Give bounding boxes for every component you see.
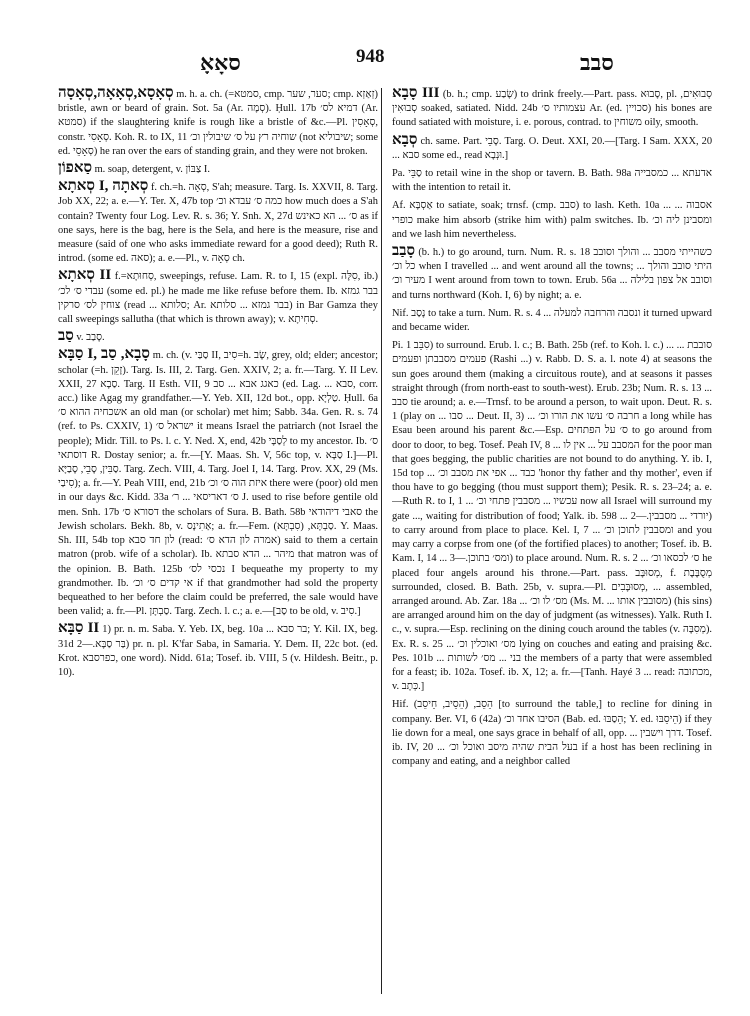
entry-text: (b. h.) to go around, turn. Num. R. s. 18 כשהייתי מסבב ... והולך וסובב כל וכ׳ when I travelled ... and went around all the towns; ... היתי סובב והולך מעיר וכ׳ I went around from town to town. Erub. 56a ... וסובב אל צפון בלילה and turns northward (Koh. I, 6) by night; a. e.: [392, 247, 712, 301]
dictionary-entry: [58, 179, 378, 266]
dictionary-entry: [392, 86, 712, 131]
dictionary-entry: [392, 165, 712, 195]
entry-text: Nif. נָסַב to take a turn. Num. R. s. 4 ... ונסבה והרחבה למעלה it turned upward and became wider.: [392, 307, 712, 334]
entry-text: m. h. a. ch. (=סמטא, cmp. סער, שער; cmp. זְאַזְא) bristle, awn or beard of grain. Sot. 5a (Ar. סְמָה). Ḥull. 17b דמיא לס׳ (Ar. סמטא) if the slaughtering knife is rough like a bristle of &c.—Pl. סְאָסִין, constr. סְאָסִי. Koh. R. to IX, 11 שוחיה רץ על ס׳ שיבולין וכ׳ (not שיבוליא; some ed. סְאָסֵי) he ran over the ears of standing grain, and they were not broken.: [58, 89, 378, 157]
page-header: [60, 46, 700, 78]
right-column: [392, 86, 712, 996]
entry-text: Af. אַסְבָּא to satiate, soak; trnsf. (cmp. סבב) to lash. Keth. 10a ... אסבוה ... כופרי make him absorb (strike him with) palm switches. Ib. ומסבינן ליה וכ׳ and we lash him nevertheless.: [392, 200, 712, 240]
dictionary-entry: [392, 197, 712, 242]
headword: סְבָא: [392, 131, 418, 148]
running-head-left: סאָאָ: [200, 50, 241, 75]
entry-text: f. ch.=h. סְאָה, S'ah; measure. Targ. Is. XXVII, 8. Targ. Job XX, 22; a. e.—Y. Ter. X, 47b top כמה ס׳ עבדא וכ׳ how much does a S'ah contain? Twenty four Log. Lev. R. s. 36; Y. Snh. X, 27d ס׳ ... הא כאינש as if one says, here is the bag, here is the Sela, and here is the measure, rise and measure (said of one who asks immediate reward for a good deed); Ruth R. introd. (some ed. סאה); a. e.—Pl., v. סְאָה ch.: [58, 182, 378, 265]
entry-text: (b. h.; cmp. שָׂבַע) to drink freely.—Part. pass. סָבוּא, pl. סְבוּאִים, סְבוּאִין soaked, satiated. Nidd. 24b עצמותיו ס׳ Ar. (ed. סכויין) his bones are found satiated with moisture, i. e. porous, contrad. to משוחין oily, smooth.: [392, 89, 712, 129]
headword: סָבָא III: [392, 86, 440, 101]
running-head-right: סבב: [580, 50, 614, 75]
dictionary-entry: [392, 696, 712, 769]
headword: סָבַב: [392, 243, 415, 260]
left-column: [58, 86, 378, 996]
dictionary-entry: [392, 244, 712, 303]
entry-text: v. סָבַב.: [76, 332, 105, 344]
headword: סְאתָא I, סְאתָה: [58, 178, 149, 195]
headword: סְאתָא II: [58, 267, 112, 284]
headword: סַאפוֹן: [58, 160, 92, 177]
column-divider: [381, 88, 382, 994]
dictionary-entry: [58, 268, 378, 327]
dictionary-entry: [58, 161, 378, 177]
dictionary-entry: [58, 86, 378, 159]
entry-text: ch. same. Part. סָבֵי. Targ. O. Deut. XXI, 20.—[Targ. I Sam. XXX, 20 ... סבא some ed., read וּנְבָא.]: [392, 135, 712, 161]
entry-text: m. soap, detergent, v. צַבּוֹן I.: [94, 164, 210, 176]
headword: סְאָסָא,סְאָאָה,סְאָסָה: [58, 86, 174, 101]
dictionary-entry: [58, 347, 378, 619]
entry-text: 1) pr. n. m. Saba. Y. Yeb. IX, beg. 10a ... בר סבא; Y. Kil. IX, beg. 31d בַּר סַבָּא.—2) pr. n. pl. K'far Saba, in Samaria. Y. Dem. II, 22c bot. (ed. Krot. כפרסבא, one word). Nidd. 61a; Tosef. ib. VIII, 5 (v. Hildesh. Beitr., p. 10).: [58, 624, 378, 678]
headword: סַב: [58, 328, 74, 345]
headword: סַבָּא II: [58, 620, 100, 637]
headword: סַבָּא I, סָבָא, סַב: [58, 346, 150, 363]
dictionary-entry: [392, 133, 712, 163]
entry-text: Pi. סִבֵּב 1) to surround. Erub. l. c.; B. Bath. 25b (ref. to Koh. l. c.) ... סובבת ... פעמים מסבבתן ופעמים (Rashi ...) v. Rabb. D. S. a. l. note 4) at seasons the sun goes around them (making a circuitous route), and at seasons it passes straight through (from north-east to south-west). Erub. 23b; Num. R. s. 13 ... סבב tie around; a. e.—Trnsf. to be around a person, to wait upon. Deut. R. s. 1 (play on ... סבו ... Deut. II, 3) ... חרבה ס׳ עשו את הורו וכ׳ a long while has Esau been around his parent &c.—Esp. ס׳ על הפתחים to go around from door to door, to beg. Tosef. Peah IV, 8 ... המסבב על ... אין לו for the poor man that goes begging, the public charities are not bound to do anything. Y. ib. I, 15d top ... כבד ... אפי את מסבב וכ׳ 'honor thy father and thy mother', even if thou have to go begging (thou must support them); Pesik. R. s. 23–24; a. e.—Ruth R. to I, 1 ... עכשיו ... מסבבין פתחי וכ׳ now all Israel will surround my gate ..., waiting for distribution of food; Yalk. ib. 598 ... יורדי ... מסבבין.—2) to carry around from place to place. Kel. I, 7 ... ומסבבין לתוכן וכ׳ and you may carry a corpse from one (of the fortified places) to another; Tosef. ib. B. Kam. I, 14 ... ומס׳ בתוכן.—3) to place around. Num. R. s. 2 ... ס׳ לכסאו וכ׳ he placed four angels around his throne.—Part. pass. מְסוּבָּב, f. מְסֻבֶּבֶת surrounded, closed. B. Bath. 25b, v. supra.—Pl. מְסוּבָּבִים, ... assembled, arranged around. Ab. Zar. 18a ... מס׳ לו וכ׳ (Ms. M. ... מסובבין אותו) (his sins) are arranged around him on the day of judgment (as witnesses). Yalk. Ruth I. c., v. supra.—Esp. reclining on the dining couch around the tables (v. מְסִבָּה). Ex. R. s. 25 ... מס׳ ואוכלין וכ׳ lying on couches and eating and praising &c. Pes. 101b ... בני ... מס׳ לשותות the members of a party that were assembled for a feast; ib. 102a. Tosef. ib. X, 12; a. fr.—[Tanh. Hayé 3 ... read: מכתובה, v. כְּתָב.]: [392, 340, 712, 693]
dictionary-entry: [392, 337, 712, 694]
page-number: 948: [356, 46, 385, 67]
entry-text: f.=סְחוּתָא, sweepings, refuse. Lam. R. to I, 15 (expl. סִלָּה, ib.) עבדי ס׳ לכ׳ (some ed. pl.) he made me like refuse before them. Ib. בבר גמזא צוחין לס׳ סרקין (read ... סלותא; Ar. בבר גמזא ... סלותא) in Bar Gamza they call sweepings sallutha (that which is thrown away); v. סְחִיתָא.: [58, 271, 378, 326]
dictionary-entry: [58, 329, 378, 345]
entry-text: Pa. סַבֵּי to retail wine in the shop or tavern. B. Bath. 98a אדעתא ... כמסבייה with the intention to retail it.: [392, 168, 712, 194]
entry-text: m. ch. (v. סַבַּי II, סִיב=h. שָׂב, grey, old; elder; ancestor; scholar (=h. זָקֵן). Targ. Is. III, 2. Targ. Gen. XXIV, 2; a. fr.—Targ. Y. II Lev. XXII, 27 סַבָא. Targ. II Esth. VII, 9 כאגג אבא ... סב (ed. Lag. ... סבא, corr. acc.) like Agag my grandfather.—Y. Yeb. XII, 12d bot., opp. טַלְיָא. Ḥull. 6a אשכחיה ההוא ס׳ an old man (or scholar) met him; Sabb. 34a. Gen. R. s. 74 (ref. to Ps. CXXIV, 1) ישראל ס׳ it means Israel the patriarch (not Israel the people); Midr. Till. to Ps. l. c. Y. Ned. X, end, 42b לְסַבָּי to my ancestor. Ib. ס׳ דוסתאי R. Dostay senior; a. fr.—[Y. Maas. Sh. V, 56c top, v. סַבָּא I.]—Pl. סַבִּין, סָבֵי, סָבַיָּא. Targ. Zech. VIII, 4. Targ. Joel I, 14. Targ. Prov. XX, 29 (Ms. סִיבַי); a. fr.—Y. Peah VIII, end, 21b איזת הוה ס׳ וכ׳ there were (poor) old men in our days &c. Kidd. 33a ס׳ דאריסאי ... ר׳ J. used to rise before gentile old men. Snh. 17b דסורא ס׳ the scholars of Sura. B. Bath. 58b סאבי דיהודאי the Jewish scholars. Bekh. 8b, v. אַתִינָס; a. fr.—Fem. סַבְתָּא, (סִבְתָּא). Y. Maas. Sh. III, 54b top לון חד סבא (read: אמרה לון הדא ס׳) said to them a certain matron (prob. wife of a scholar). Ib. מיהר ... הדא סבתא that matron was of the opinion. B. Bath. 125b נכסי לס׳ I bequeathe my property to my grandmother. Ib. אי קדים ס׳ וכ׳ if that grandmother had sold the property bequeathed to her before the claim could be preferred, the sale would have been valid; a. fr.—Pl. סַבְתָּן. Targ. Zech. l. c.; a. e.—[סַב to be old, v. סִיב.]: [58, 350, 378, 618]
entry-text: Hif. הֵסֵב, (הֵסֵיב, חֵיסֵב) [to surround the table,] to recline for dining in company. Ber. VI, 6 (42a) הסיבו אחד וכ׳ (Bab. ed. הֵסַבּוּ; Y. ed. הֵיסֵבּוּ) if they lie down for a meal, one says grace in behalf of all, opp. ... דרך וישבין. Tosef. ib. IV, 20 ... בעל הבית שהיה מיסב ואוכל וכ׳ if a host has been reclining in company and eating, and a neighbor called: [392, 699, 712, 768]
dictionary-entry: [58, 621, 378, 680]
dictionary-entry: [392, 305, 712, 335]
